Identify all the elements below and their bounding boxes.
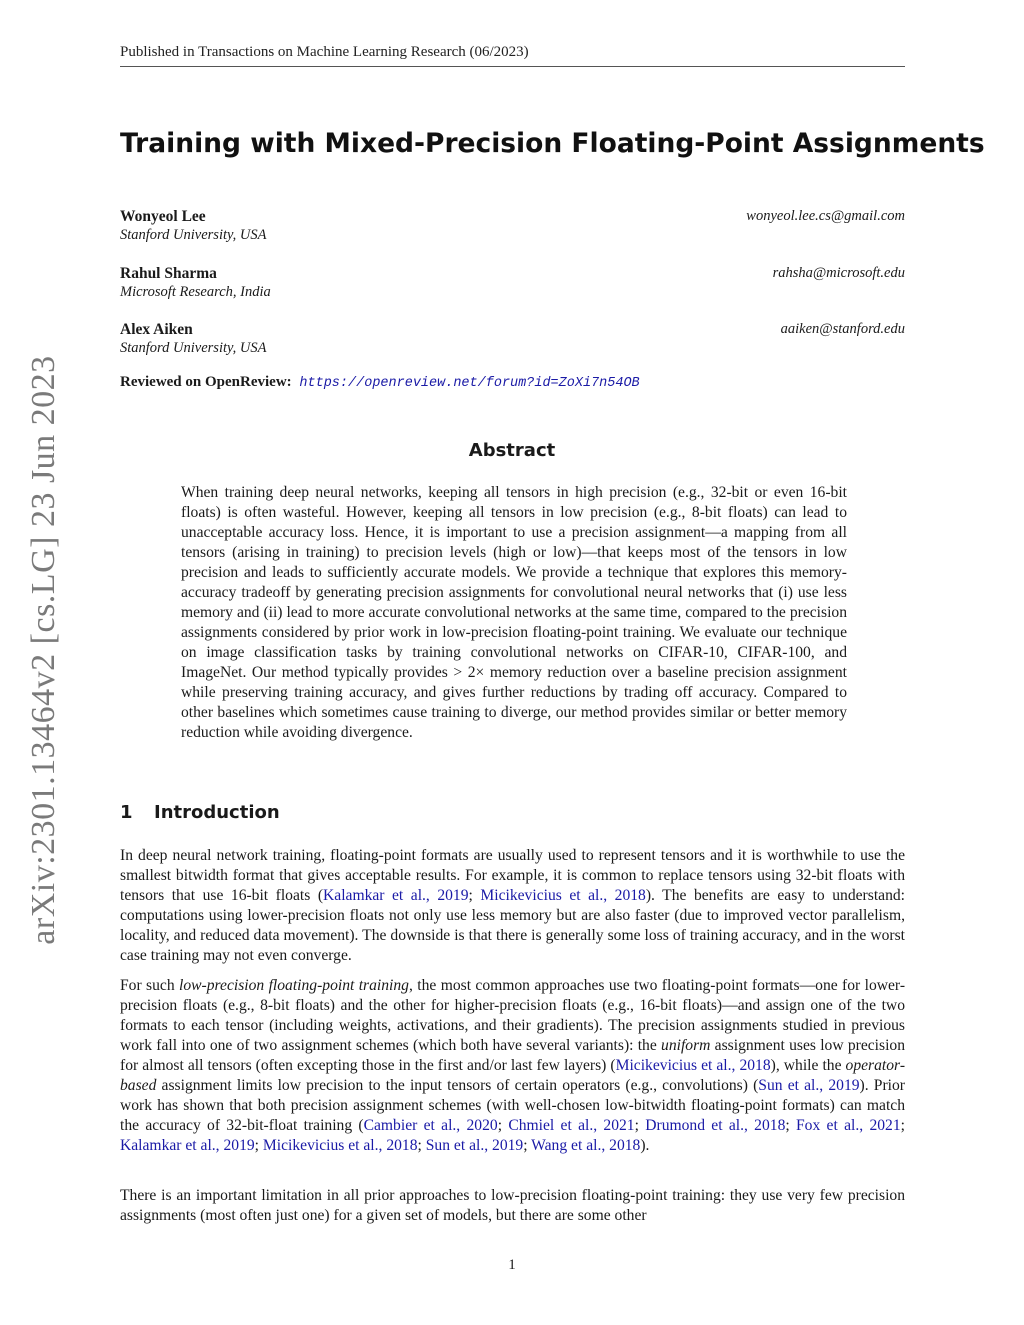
citation-link[interactable]: Cambier et al., 2020 [363, 1117, 498, 1134]
arxiv-id: arXiv:2301.13464v2 [cs.LG] 23 Jun 2023 [25, 355, 62, 945]
paper-title: Training with Mixed-Precision Floating-Point Assignments [120, 128, 985, 159]
text-run: ; [785, 1117, 796, 1134]
emphasis: operator-based [120, 1057, 906, 1094]
venue-header: Published in Transactions on Machine Learning Research (06/2023) [120, 44, 905, 67]
citation-link[interactable]: Chmiel et al., 2021 [508, 1117, 635, 1134]
citation-link[interactable]: Sun et al., 2019 [425, 1137, 524, 1154]
author-affiliation: Stanford University, USA [120, 227, 267, 243]
arxiv-stamp [25, 355, 62, 945]
paragraph [120, 846, 905, 966]
text-run: ). The benefits are easy to understand: computations using lower-precision floats not only use less memory but are also faster (due to improved vector parallelism, locality, and reduced data movement). The downside is that there is generally some loss of training accuracy, and in the worst case training may not even converge. [120, 887, 905, 964]
emphasis: uniform [661, 1037, 711, 1054]
text-run: assignment uses low precision for almost all tensors (often excepting those in the first and/or last few layers) ( [120, 1037, 905, 1074]
citation-link[interactable]: Fox et al., 2021 [796, 1117, 901, 1134]
abstract-heading: Abstract [468, 440, 556, 461]
text-run: , the most common approaches use two floating-point formats—one for lower-precision floats (e.g., 8-bit floats) and the other for higher-precision floats (e.g., 16-bit floats)—and assign one of the two formats to each tensor (including weights, activations, and their gradients). The precision assignments studied in previous work fall into one of two assignment schemes (which both have several variants): the [120, 977, 906, 1054]
citation-link[interactable]: Micikevicius et al., 2018 [480, 887, 646, 904]
author-email: rahsha@microsoft.edu [772, 265, 905, 281]
author-name: Rahul Sharma [120, 265, 217, 282]
review-line [120, 374, 640, 391]
paragraph: There is an important limitation in all prior approaches to low-precision floating-point training: they use very few precision assignments (most often just one) for a given set of models, but there are some other [120, 1187, 905, 1224]
section-number: 1 [120, 802, 133, 823]
author-block [120, 207, 905, 245]
author-email: wonyeol.lee.cs@gmail.com [746, 208, 905, 224]
paragraph [120, 976, 905, 1156]
author-block [120, 320, 905, 358]
text-run: assignment limits low precision to the input tensors of certain operators (e.g., convolutions) ( [156, 1077, 759, 1094]
citation-link[interactable]: Wang et al., 2018 [531, 1137, 641, 1154]
section-title: Introduction [154, 802, 280, 823]
text-run: ; [634, 1117, 646, 1134]
text-run: ; [417, 1137, 426, 1154]
author-affiliation: Microsoft Research, India [120, 284, 271, 300]
author-name: Alex Aiken [120, 321, 193, 338]
text-run: ). [640, 1137, 650, 1154]
citation-link[interactable]: Micikevicius et al., 2018 [262, 1137, 418, 1154]
citation-link[interactable]: Micikevicius et al., 2018 [615, 1057, 771, 1074]
citation-link[interactable]: Drumond et al., 2018 [645, 1117, 786, 1134]
text-run: ; [523, 1137, 532, 1154]
citation-link[interactable]: Sun et al., 2019 [758, 1077, 860, 1094]
text-run: For such [120, 977, 180, 994]
author-name: Wonyeol Lee [120, 208, 206, 225]
abstract-text: When training deep neural networks, keeping all tensors in high precision (e.g., 32-bit or even 16-bit floats) is often wasteful. However, keeping all tensors in low precision (e.g., 8-bit floats) can lead to unacceptable accuracy loss. Hence, it is important to use a precision assignment—a mapping from all tensors (arising in training) to precision levels (high or low)—that keeps most of the tensors in low precision and leads to sufficiently accurate models. We provide a technique that explores this memory-accuracy tradeoff by generating precision assignments for convolutional neural networks that (i) use less memory and (ii) lead to more accurate convolutional networks at the same time, compared to the precision assignments considered by prior work in low-precision floating-point training. We evaluate our technique on image classification tasks by training convolutional networks on CIFAR-10, CIFAR-100, and ImageNet. Our method typically provides > 2× memory reduction over a baseline precision assignment while preserving training accuracy, and gives further reductions by trading off accuracy. Compared to other baselines which sometimes cause training to diverge, our method provides similar or better memory reduction while avoiding divergence. [181, 484, 847, 741]
citation-link[interactable]: Kalamkar et al., 2019 [323, 887, 469, 904]
text-run: ). Prior work has shown that both precision assignment schemes (with well-chosen low-bitwidth floating-point formats) can match the accuracy of 32-bit-float training ( [120, 1077, 905, 1134]
section-heading [120, 802, 280, 823]
author-email: aaiken@stanford.edu [780, 321, 905, 337]
page-number: 1 [508, 1257, 516, 1273]
review-label: Reviewed on OpenReview: [120, 374, 292, 390]
author-affiliation: Stanford University, USA [120, 340, 267, 356]
author-block [120, 264, 905, 302]
text-run: ; [497, 1117, 509, 1134]
citation-link[interactable]: Kalamkar et al., 2019 [120, 1137, 255, 1154]
text-run: ; [900, 1117, 905, 1134]
text-run: ; [468, 887, 481, 904]
openreview-link[interactable]: https://openreview.net/forum?id=ZoXi7n54OB [299, 376, 640, 391]
text-run: In deep neural network training, floating-point formats are usually used to represent tensors and it is worthwhile to use the smallest bitwidth format that gives acceptable results. For example, it is common to replace tensors using 32-bit floats with tensors that use 16-bit floats ( [120, 847, 905, 904]
text-run: ), while the [770, 1057, 846, 1074]
text-run: ; [254, 1137, 263, 1154]
emphasis: low-precision floating-point training [179, 977, 409, 994]
